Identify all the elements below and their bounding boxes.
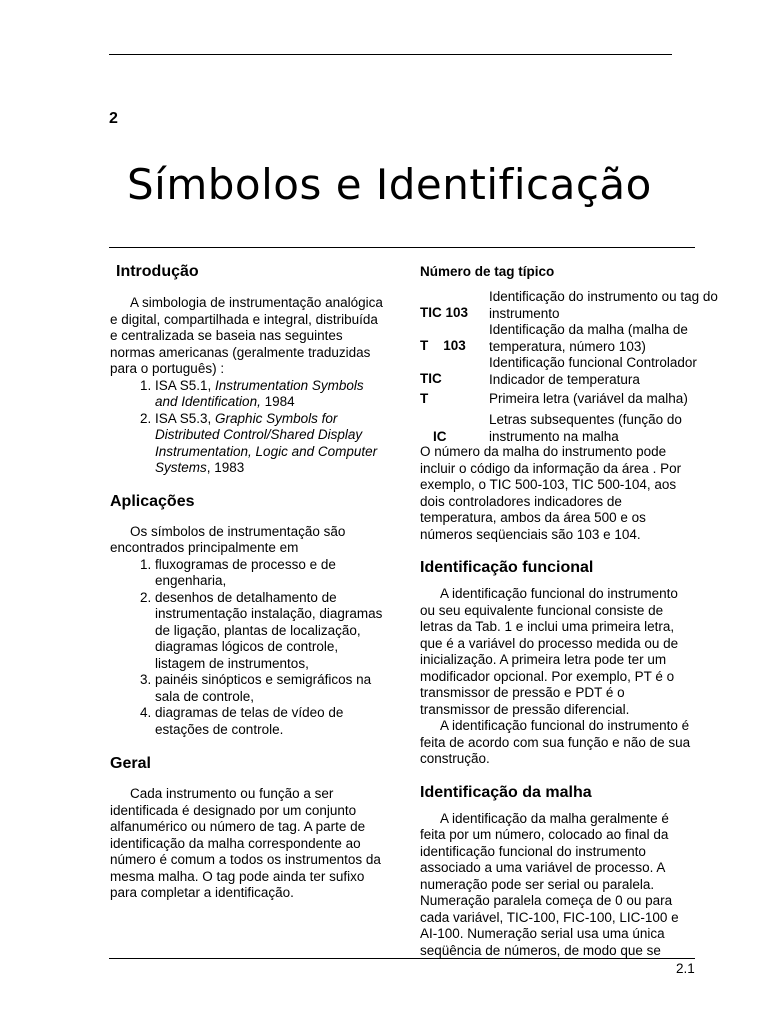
general-body — [110, 786, 386, 902]
applications-list — [110, 557, 386, 739]
title-rule — [109, 247, 695, 248]
loop-heading: Identificação da malha — [420, 783, 592, 801]
tag-desc: Identificação do instrumento ou tag do instrumento — [489, 289, 718, 321]
functional-heading: Identificação funcional — [420, 559, 594, 576]
top-rule — [109, 54, 672, 55]
list-item: 2. desenhos de detalhamento de instrumentação instalação, diagramas de ligação, plantas de localização, diagramas lógicos de controle, listagem de instrumentos, — [155, 590, 386, 673]
tag-table — [420, 289, 720, 445]
applications-body — [110, 524, 386, 739]
intro-heading: Introdução — [116, 263, 199, 280]
tag-desc: Primeira letra (variável da malha) — [489, 391, 688, 406]
intro-list — [110, 378, 386, 477]
loop-paragraph: A identificação da malha geralmente é feita por um número, colocado ao final da identificação funcional do instrumento associado a uma variável de processo. A numeração pode ser serial ou paralela. Numeração paralela começa de 0 ou para cada variável, TIC-100, FIC-100, LIC-100 e AI-100. Numeração serial usa uma única seqüência de números, de modo que se — [420, 810, 679, 958]
intro-body — [110, 295, 386, 477]
applications-heading: Aplicações — [110, 492, 195, 510]
list-item: 4. diagramas de telas de vídeo de estações de controle. — [155, 705, 386, 738]
tag-desc: Identificação da malha (malha de temperatura, número 103) — [489, 322, 688, 354]
tag-desc: Identificação funcional Controlador Indicador de temperatura — [489, 355, 697, 387]
intro-paragraph: A simbologia de instrumentação analógica e digital, compartilhada e integral, distribuída e centralizada se baseia nas seguintes normas americanas (geralmente traduzidas para o português) : — [110, 295, 383, 376]
list-item: 2. ISA S5.3, Graphic Symbols for Distributed Control/Shared Display Instrumentation, Logic and Computer Systems, 1983 — [155, 411, 386, 477]
functional-paragraph-1: A identificação funcional do instrumento ou seu equivalente funcional consiste de letras da Tab. 1 e inclui uma primeira letra, que é a variável do processo medida ou de inicialização. A primeira letra pode ter um modificador opcional. Por exemplo, PT é o transmissor de pressão e PDT é o transmissor de pressão diferencial. — [420, 586, 679, 717]
loop-body — [420, 811, 696, 960]
tag-heading: Número de tag típico — [420, 264, 555, 279]
tag-desc: Letras subsequentes (função do instrumento na malha — [489, 412, 682, 444]
list-item: 1. ISA S5.1, Instrumentation Symbols and Identification, 1984 — [155, 378, 386, 411]
right-column — [420, 559, 696, 959]
tag-code: T — [420, 391, 429, 406]
functional-paragraph-2: A identificação funcional do instrumento é feita de acordo com sua função e não de sua construção. — [420, 718, 691, 766]
chapter-number: 2 — [109, 110, 118, 127]
list-item: 1. fluxogramas de processo e de engenharia, — [155, 557, 386, 590]
applications-paragraph: Os símbolos de instrumentação são encontrados principalmente em — [110, 523, 346, 555]
functional-body — [420, 586, 696, 768]
general-paragraph: Cada instrumento ou função a ser identificada é designado por um conjunto alfanumérico ou número de tag. A parte de identificação da malha correspondente ao número é comum a todos os instrumentos da mesma malha. O tag pode ainda ter sufixo para completar a identificação. — [110, 786, 381, 900]
page-number: 2.1 — [676, 961, 695, 976]
chapter-title: Símbolos e Identificação — [127, 160, 652, 209]
tag-code: T 103 — [420, 338, 466, 353]
list-item: 3. painéis sinópticos e semigráficos na sala de controle, — [155, 672, 386, 705]
tag-code: TIC — [420, 371, 442, 386]
general-heading: Geral — [110, 755, 151, 772]
tag-code: IC — [433, 429, 447, 444]
tag-code: TIC 103 — [420, 305, 469, 320]
left-column — [110, 263, 386, 902]
footer-rule — [109, 958, 695, 959]
tag-paragraph: O número da malha do instrumento pode incluir o código da informação da área . Por exemplo, o TIC 500-103, TIC 500-104, aos dois controladores indicadores de temperatura, ambos da área 500 e os números seqüenciais são 103 e 104. — [420, 444, 682, 542]
